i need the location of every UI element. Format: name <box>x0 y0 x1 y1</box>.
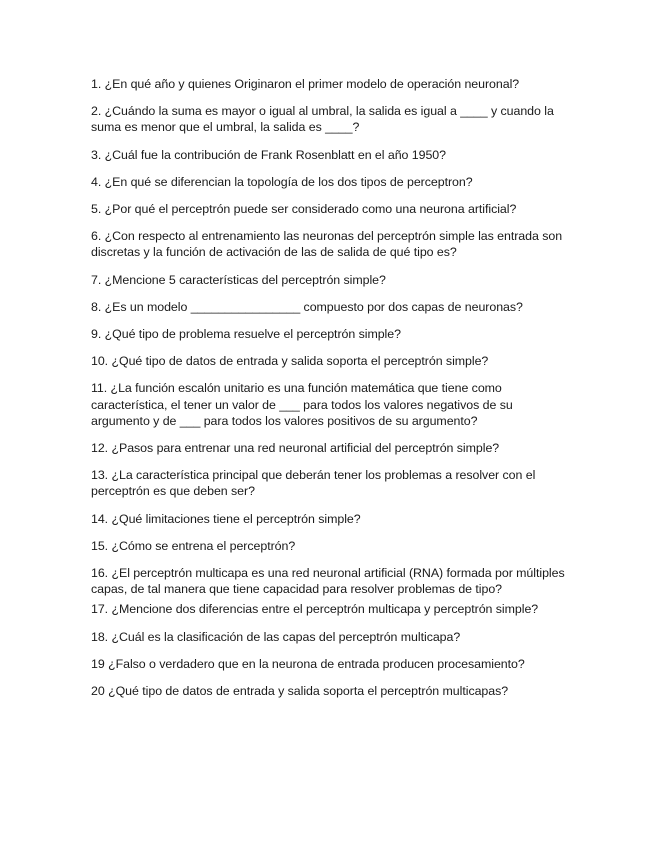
question-3: 3. ¿Cuál fue la contribución de Frank Rosenblatt en el año 1950? <box>91 147 446 162</box>
question-16: 16. ¿El perceptrón multicapa es una red neuronal artificial (RNA) formada por múltiples capas, de tal manera que tiene capacidad para resolver problemas de tipo? <box>91 566 565 597</box>
question-6: 6. ¿Con respecto al entrenamiento las neuronas del perceptrón simple las entrada son discretas y la función de activación de las de salida de qué tipo es? <box>91 229 563 260</box>
question-12: 12. ¿Pasos para entrenar una red neuronal artificial del perceptrón simple? <box>91 441 500 456</box>
question-18: 18. ¿Cuál es la clasificación de las capas del perceptrón multicapa? <box>91 629 461 644</box>
question-19: 19 ¿Falso o verdadero que en la neurona de entrada producen procesamiento? <box>91 656 525 671</box>
question-17: 17. ¿Mencione dos diferencias entre el perceptrón multicapa y perceptrón simple? <box>91 602 539 617</box>
question-10: 10. ¿Qué tipo de datos de entrada y salida soporta el perceptrón simple? <box>91 354 489 369</box>
question-8: 8. ¿Es un modelo ________________ compuesto por dos capas de neuronas? <box>91 299 523 314</box>
question-2: 2. ¿Cuándo la suma es mayor o igual al umbral, la salida es igual a ____ y cuando la suma es menor que el umbral, la salida es ____? <box>91 104 554 135</box>
question-13: 13. ¿La característica principal que deberán tener los problemas a resolver con el perceptrón es que deben ser? <box>91 468 536 499</box>
question-list <box>91 76 571 710</box>
question-11: 11. ¿La función escalón unitario es una función matemática que tiene como característica, el tener un valor de ___ para todos los valores negativos de su argumento y de ___ para todos los valores positivos de su argumento? <box>91 381 513 428</box>
question-4: 4. ¿En qué se diferencian la topología de los dos tipos de perceptron? <box>91 174 473 189</box>
question-5: 5. ¿Por qué el perceptrón puede ser considerado como una neurona artificial? <box>91 202 517 217</box>
question-1: 1. ¿En qué año y quienes Originaron el primer modelo de operación neuronal? <box>91 77 520 91</box>
question-7: 7. ¿Mencione 5 características del perceptrón simple? <box>91 272 386 287</box>
question-15: 15. ¿Cómo se entrena el perceptrón? <box>91 538 296 553</box>
question-20: 20 ¿Qué tipo de datos de entrada y salida soporta el perceptrón multicapas? <box>91 684 509 699</box>
question-9: 9. ¿Qué tipo de problema resuelve el perceptrón simple? <box>91 327 401 342</box>
question-14: 14. ¿Qué limitaciones tiene el perceptrón simple? <box>91 511 361 526</box>
